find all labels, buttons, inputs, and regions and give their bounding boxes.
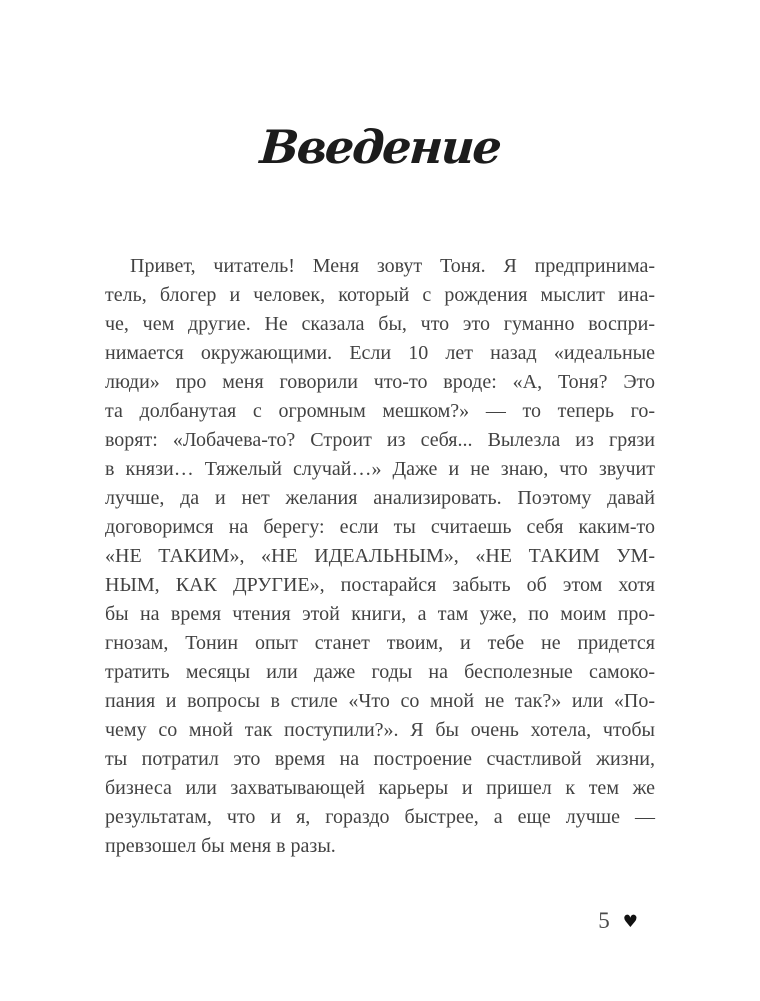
- text-line: в князи… Тяжелый случай…» Даже и не знаю, что звучит: [105, 458, 655, 480]
- text-line: люди» про меня говорили что-то вроде: «А, Тоня? Это: [105, 371, 655, 393]
- text-line: договоримся на берегу: если ты считаешь себя каким-то: [105, 516, 655, 538]
- text-line: НЫМ, КАК ДРУГИЕ», постарайся забыть об этом хотя: [105, 574, 655, 596]
- text-line: Привет, читатель! Меня зовут Тоня. Я предпринима-: [130, 255, 655, 277]
- text-line: гнозам, Тонин опыт станет твоим, и тебе не придется: [105, 632, 655, 654]
- chapter-title: Введение: [258, 120, 502, 174]
- introduction-paragraph: [105, 252, 655, 861]
- text-line: «НЕ ТАКИМ», «НЕ ИДЕАЛЬНЫМ», «НЕ ТАКИМ УМ-: [105, 545, 655, 567]
- heart-icon: ♥: [622, 911, 638, 932]
- text-line: нимается окружающими. Если 10 лет назад «идеальные: [105, 342, 655, 364]
- text-line: превзошел бы меня в разы.: [105, 835, 336, 857]
- text-line: лучше, да и нет желания анализировать. Поэтому давай: [105, 487, 655, 509]
- page-footer: [598, 908, 638, 934]
- text-line: че, чем другие. Не сказала бы, что это гуманно воспри-: [105, 313, 655, 335]
- text-line: пания и вопросы в стиле «Что со мной не так?» или «По-: [105, 690, 655, 712]
- text-line: та долбанутая с огромным мешком?» — то теперь го-: [105, 400, 655, 422]
- text-line: чему со мной так поступили?». Я бы очень хотела, чтобы: [105, 719, 655, 741]
- text-line: ты потратил это время на построение счастливой жизни,: [105, 748, 655, 770]
- text-line: тратить месяцы или даже годы на бесполезные самоко-: [105, 661, 655, 683]
- text-line: тель, блогер и человек, который с рождения мыслит ина-: [105, 284, 655, 306]
- text-line: бизнеса или захватывающей карьеры и пришел к тем же: [105, 777, 655, 799]
- text-line: бы на время чтения этой книги, а там уже, по моим про-: [105, 603, 655, 625]
- page-number: 5: [598, 908, 610, 933]
- text-line: результатам, что и я, гораздо быстрее, а еще лучше —: [105, 806, 655, 828]
- text-line: ворят: «Лобачева-то? Строит из себя... Вылезла из грязи: [105, 429, 655, 451]
